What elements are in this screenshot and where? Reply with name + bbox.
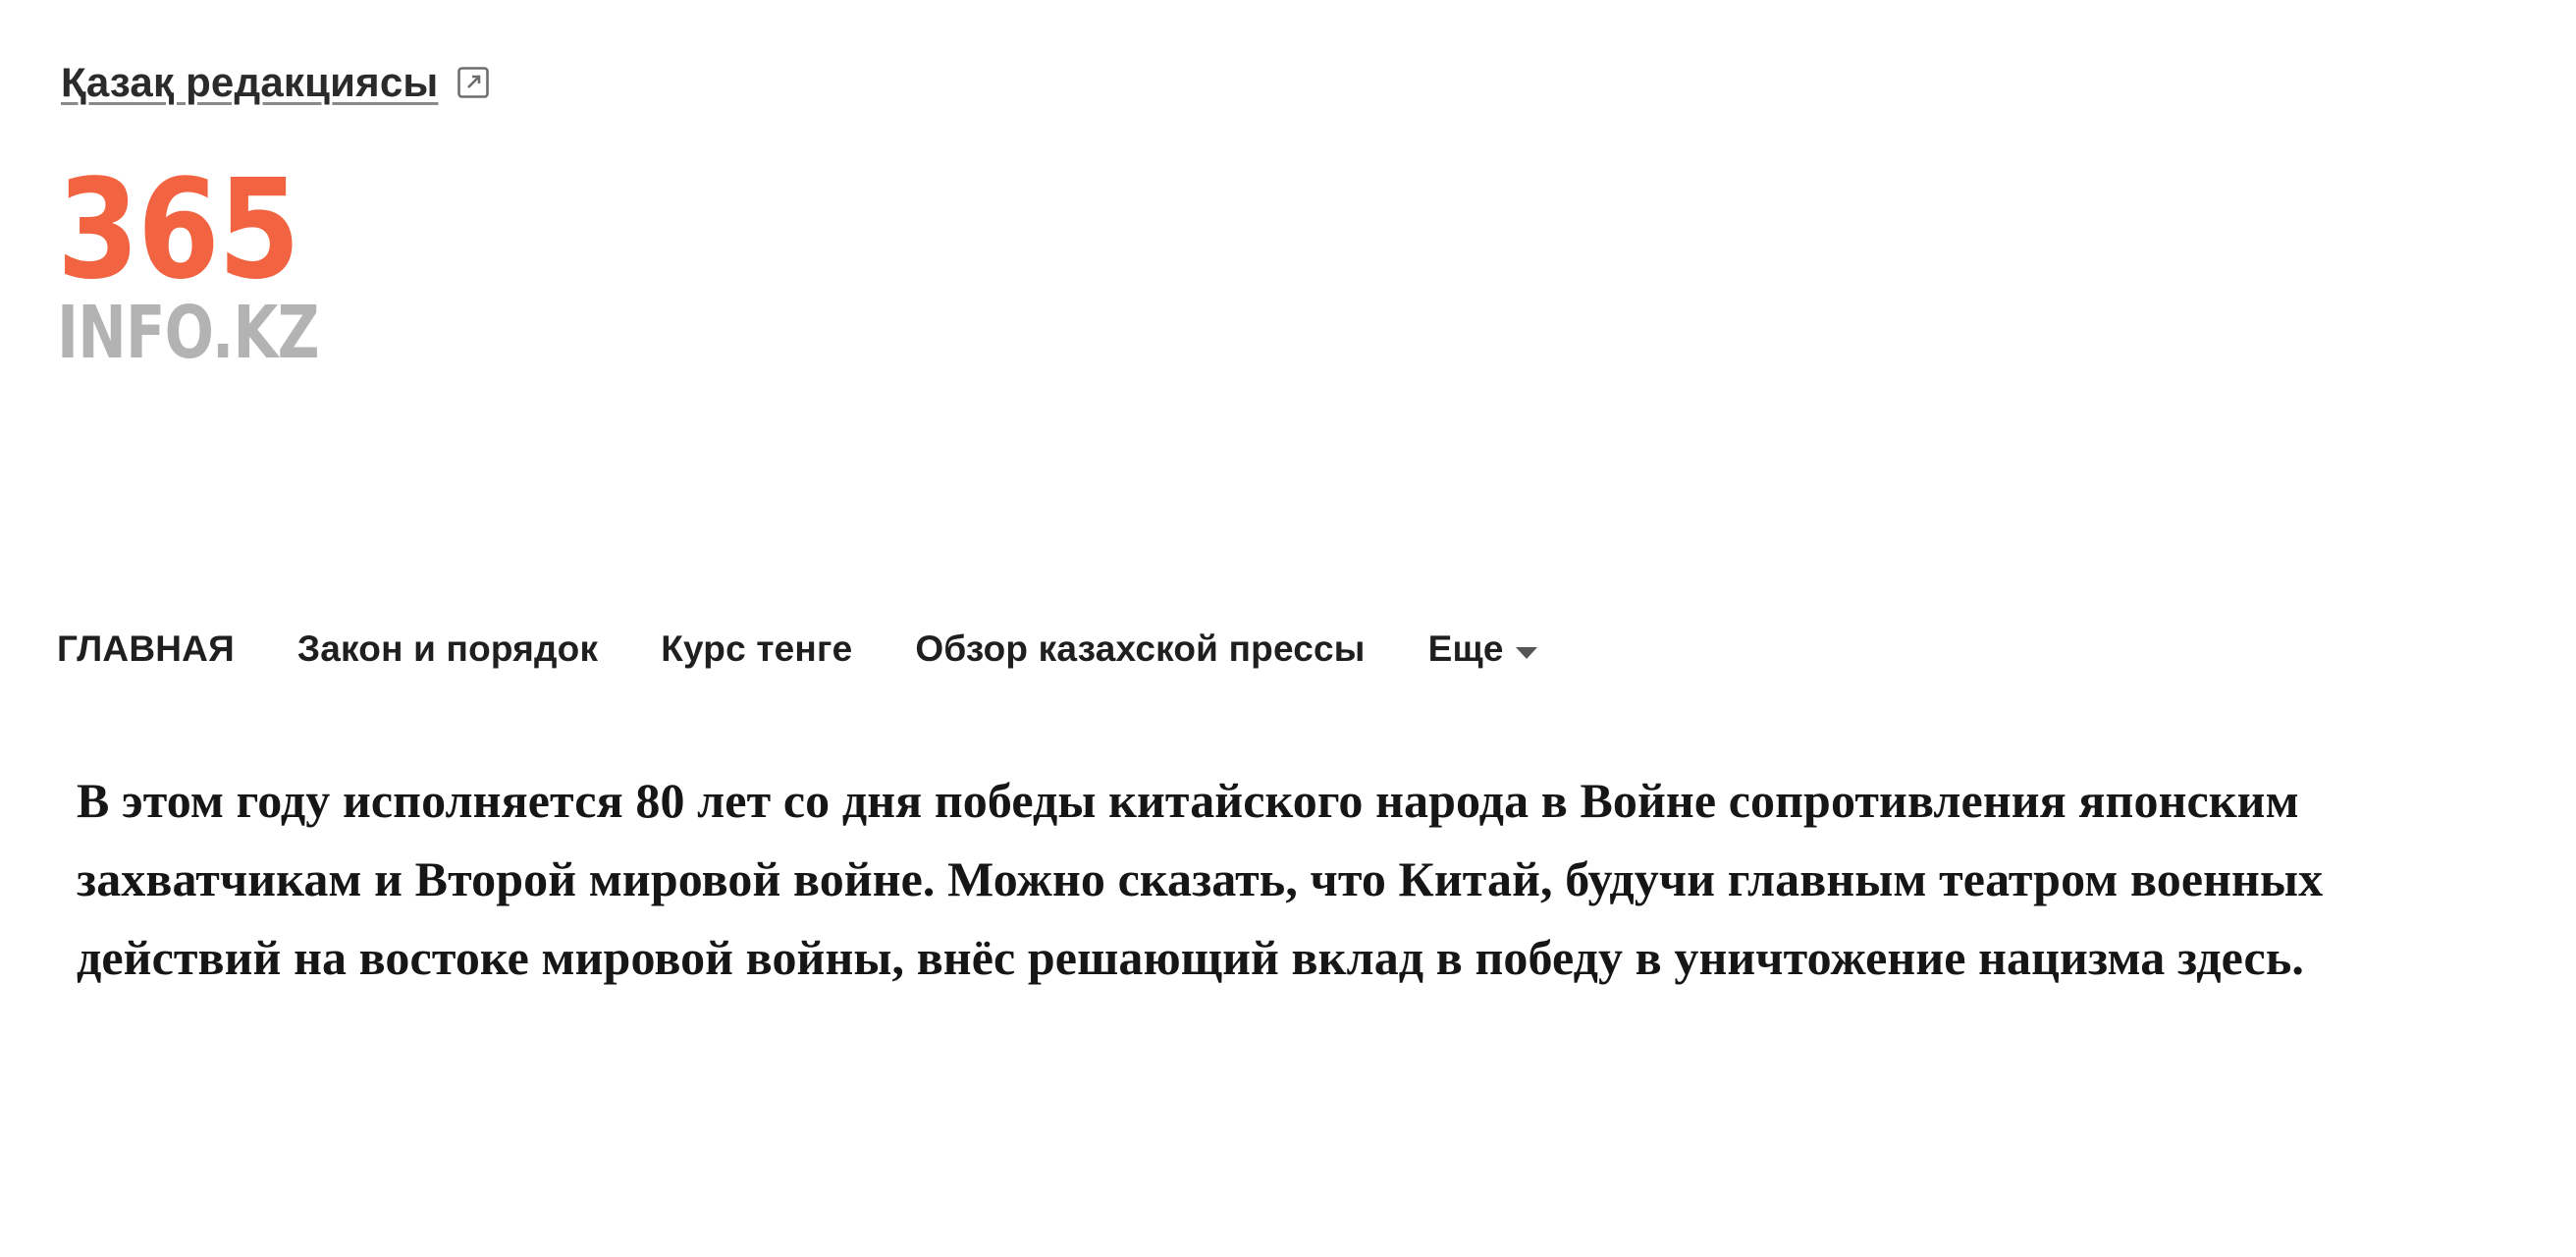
site-logo[interactable] bbox=[57, 150, 351, 375]
article-paragraph: В этом году исполняется 80 лет со дня победы китайского народа в Войне сопротивления японским захватчикам и Второй мировой войне. Можно сказать, что Китай, будучи главным театром военных действий на востоке мировой войны, внёс решающий вклад в победу в уничтожение нацизма здесь. bbox=[77, 773, 2324, 985]
edition-row bbox=[61, 59, 490, 106]
nav-item-more[interactable] bbox=[1428, 628, 1537, 670]
nav-item-more-label: Еще bbox=[1427, 628, 1504, 669]
main-navigation bbox=[57, 628, 1537, 670]
kazakh-edition-link[interactable]: Қазақ редакциясы bbox=[61, 59, 439, 105]
nav-item-home[interactable]: ГЛАВНАЯ bbox=[57, 628, 235, 669]
article-body bbox=[77, 761, 2531, 997]
external-link-icon[interactable] bbox=[456, 66, 490, 99]
nav-item-kazakh-press-review[interactable]: Обзор казахской прессы bbox=[915, 628, 1366, 669]
nav-item-tenge-rate[interactable]: Курс тенге bbox=[661, 628, 853, 669]
logo-primary-text: 365 bbox=[57, 150, 299, 310]
logo-secondary-text: INFO.KZ bbox=[57, 291, 319, 375]
nav-item-law-and-order[interactable]: Закон и порядок bbox=[296, 628, 599, 669]
chevron-down-icon bbox=[1516, 647, 1537, 659]
